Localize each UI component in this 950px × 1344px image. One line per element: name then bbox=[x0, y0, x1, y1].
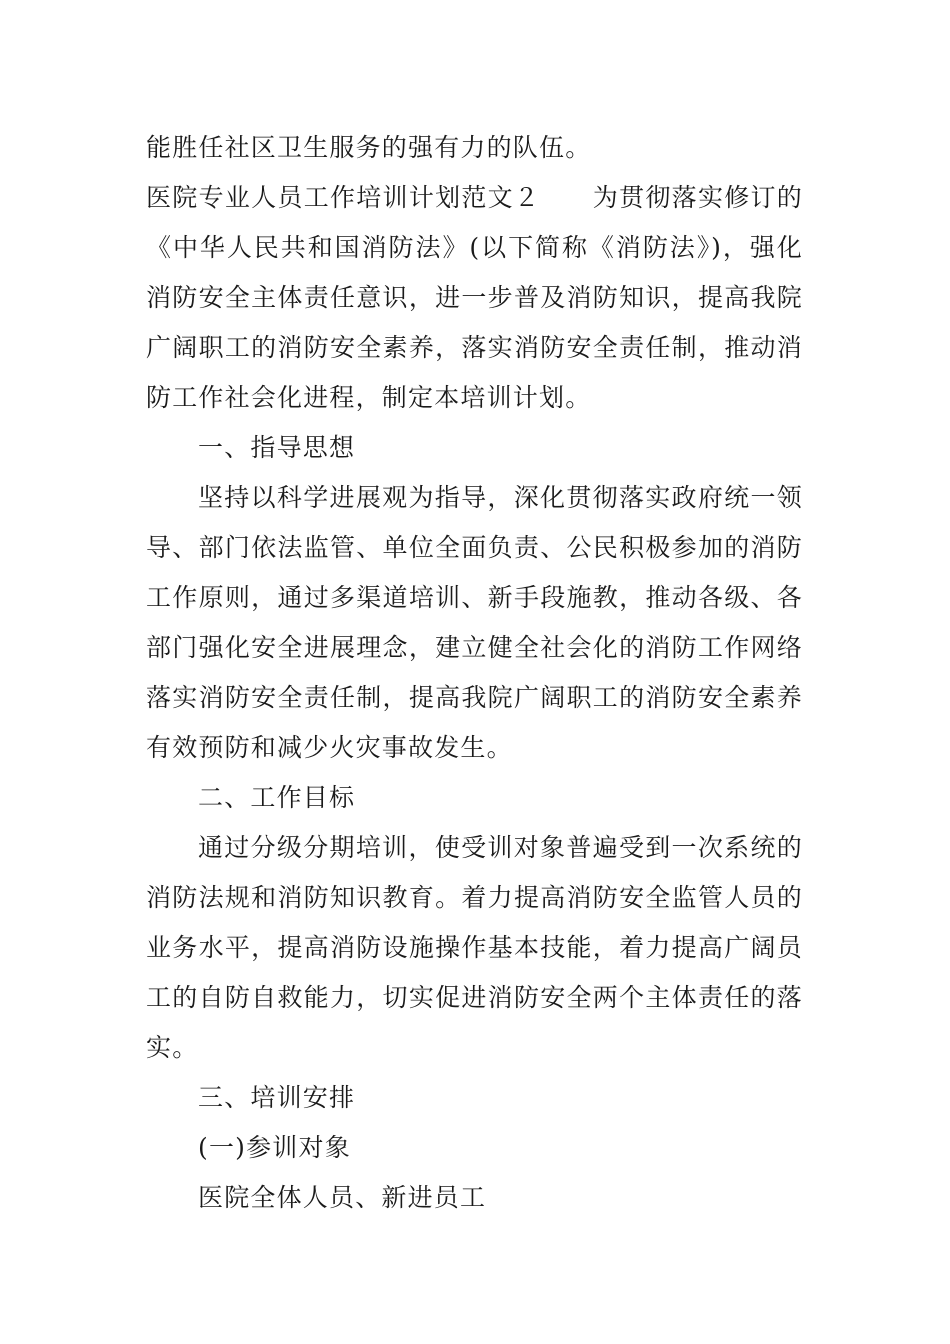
section-heading: 三、培训安排 bbox=[198, 1083, 356, 1112]
text-line: 医院全体人员、新进员工 bbox=[198, 1183, 487, 1212]
text-line: 通过分级分期培训，使受训对象普遍受到一次系统的 bbox=[198, 833, 803, 862]
text-line: 防工作社会化进程，制定本培训计划。 bbox=[146, 383, 592, 412]
text-line: 工作原则，通过多渠道培训、新手段施教，推动各级、各 bbox=[146, 583, 803, 612]
text-line: 落实消防安全责任制，提高我院广阔职工的消防安全素养 bbox=[146, 683, 803, 712]
section-heading: 一、指导思想 bbox=[198, 433, 356, 462]
subsection-heading: (一)参训对象 bbox=[198, 1133, 351, 1162]
text-line: 业务水平，提高消防设施操作基本技能，着力提高广阔员 bbox=[146, 933, 803, 962]
text-line: 导、部门依法监管、单位全面负责、公民积极参加的消防 bbox=[146, 533, 803, 562]
text-line: 工的自防自救能力，切实促进消防安全两个主体责任的落 bbox=[146, 983, 803, 1012]
text-line: 部门强化安全进展理念，建立健全社会化的消防工作网络 bbox=[146, 633, 803, 662]
text-line: 坚持以科学进展观为指导，深化贯彻落实政府统一领 bbox=[198, 483, 803, 512]
text-line: 消防法规和消防知识教育。着力提高消防安全监管人员的 bbox=[146, 883, 803, 912]
text-line: 消防安全主体责任意识，进一步普及消防知识，提高我院 bbox=[146, 283, 803, 312]
heading-line: 医院专业人员工作培训计划范文２ 为贯彻落实修订的 bbox=[146, 183, 803, 212]
text-line: 实。 bbox=[146, 1033, 199, 1062]
text-line: 《中华人民共和国消防法》(以下简称《消防法》)，强化 bbox=[146, 233, 803, 262]
text-line: 有效预防和减少火灾事故发生。 bbox=[146, 733, 513, 762]
section-heading: 二、工作目标 bbox=[198, 783, 356, 812]
text-line: 能胜任社区卫生服务的强有力的队伍。 bbox=[146, 133, 592, 162]
text-line: 广阔职工的消防安全素养，落实消防安全责任制，推动消 bbox=[146, 333, 803, 362]
